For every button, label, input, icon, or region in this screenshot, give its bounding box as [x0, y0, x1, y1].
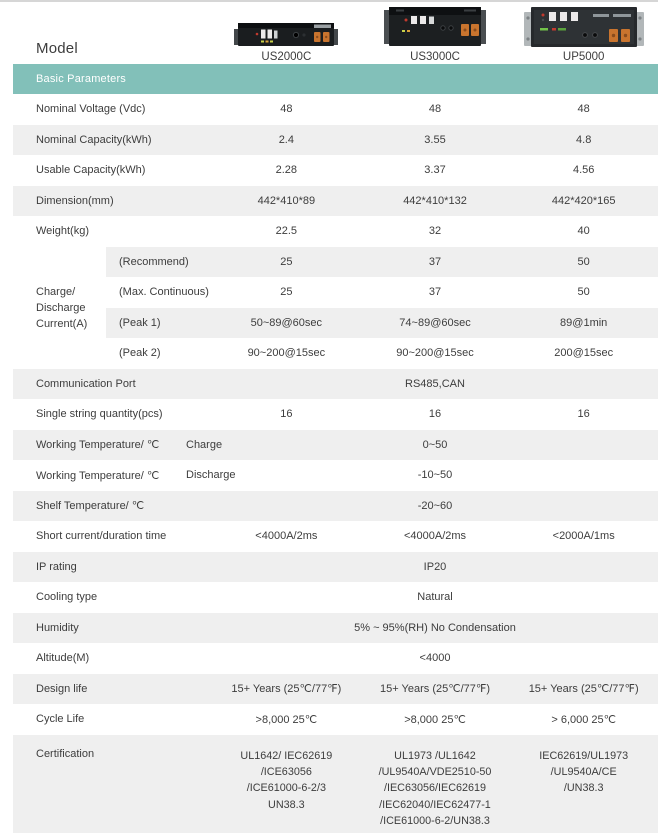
row-label: Cooling type [36, 591, 98, 604]
cell-value: > 6,000 25℃ [551, 713, 616, 726]
cell-value: 16 [280, 408, 293, 421]
cell-value-line: /UN38.3 [563, 782, 604, 795]
cell-value: 48 [428, 103, 442, 116]
cell-value: 50 [577, 255, 590, 268]
cell-value-span: 0~50 [422, 438, 448, 451]
cell-value: 89@1min [560, 316, 608, 329]
row-group-label-line: Charge/ [36, 285, 76, 298]
table-row [13, 186, 658, 217]
cell-value-line: /IEC62040/IEC62477-1 [379, 798, 491, 811]
cell-value-line: /UL9540A/VDE2510-50 [378, 765, 492, 778]
row-label: Certification [36, 747, 95, 760]
table-row [106, 308, 658, 339]
model-label: Model [36, 40, 78, 57]
model-row [13, 2, 658, 64]
table-row [13, 125, 658, 156]
cell-value: 50 [577, 286, 590, 299]
product-name-up5000: UP5000 [562, 51, 605, 63]
cell-value-line: /ICE63056 [260, 765, 312, 778]
row-sublabel: Charge [186, 438, 223, 451]
cell-value: 22.5 [275, 225, 298, 238]
cell-value: 4.56 [572, 164, 595, 177]
product-column-us3000c [361, 6, 510, 64]
cell-value-line: IEC62619/UL1973 [539, 749, 629, 762]
table-row [13, 521, 658, 552]
row-label: Design life [36, 682, 88, 695]
product-image-us3000c [382, 6, 488, 50]
cell-value: >8,000 25℃ [404, 713, 466, 726]
cell-value [509, 748, 658, 797]
cell-value: <2000A/1ms [552, 530, 615, 543]
product-name-us2000c: US2000C [261, 51, 312, 63]
row-label: Working Temperature/ ℃ [36, 439, 160, 452]
row-label: IP rating [36, 560, 77, 573]
row-label: Short current/duration time [36, 530, 167, 543]
cell-value: 200@15sec [554, 347, 614, 360]
row-label: Weight(kg) [36, 225, 89, 238]
cell-value: 2.28 [275, 164, 298, 177]
cell-value: 74~89@60sec [399, 316, 471, 329]
cell-value: 15+ Years (25℃/77℉) [231, 683, 342, 696]
cell-value: 16 [577, 408, 590, 421]
cell-value-span: Natural [417, 591, 453, 604]
table-row [13, 155, 658, 186]
table-row-group [13, 247, 658, 369]
spec-table-body [13, 94, 658, 833]
cell-value: 48 [577, 103, 590, 116]
cell-value-line: /ICE61000-6-2/3 [246, 782, 326, 795]
row-sublabel: (Max. Continuous) [119, 286, 209, 299]
cell-value: <4000A/2ms [403, 530, 467, 543]
cell-value: 37 [428, 255, 442, 268]
cell-value: 25 [280, 286, 293, 299]
row-label: Altitude(M) [36, 652, 90, 665]
cell-value: 90~200@15sec [247, 347, 326, 360]
cell-value: 32 [428, 225, 442, 238]
cell-value [361, 748, 510, 830]
table-row [13, 94, 658, 125]
spec-table [13, 2, 658, 833]
product-image-us2000c [230, 20, 342, 50]
cell-value: 25 [280, 255, 293, 268]
table-row [13, 735, 658, 834]
row-label: Humidity [36, 621, 79, 634]
row-group-label-line: Discharge [36, 301, 86, 314]
row-label: Nominal Capacity(kWh) [36, 133, 152, 146]
table-row [106, 277, 658, 308]
cell-value: 90~200@15sec [396, 347, 474, 360]
cell-value: 48 [280, 103, 293, 116]
table-row [13, 369, 658, 400]
product-name-us3000c: US3000C [410, 51, 460, 63]
cell-value-line: UL1642/ IEC62619 [240, 749, 333, 762]
row-label: Cycle Life [36, 713, 85, 726]
cell-value: 16 [428, 408, 442, 421]
cell-value: >8,000 25℃ [255, 713, 318, 726]
table-row [13, 613, 658, 644]
cell-value: 37 [428, 286, 442, 299]
cell-value: 3.55 [424, 133, 446, 146]
table-row [13, 674, 658, 705]
cell-value-span: -10~50 [417, 469, 453, 482]
product-image-up5000 [521, 6, 647, 50]
cell-value-span: IP20 [423, 560, 447, 573]
section-header-basic-parameters [13, 64, 658, 94]
table-row [13, 582, 658, 613]
table-row [13, 460, 658, 491]
cell-value: <4000A/2ms [255, 530, 318, 543]
row-sublabel: Discharge [186, 469, 236, 482]
cell-value: 15+ Years (25℃/77℉) [380, 683, 490, 696]
cell-value: 15+ Years (25℃/77℉) [528, 683, 639, 696]
cell-value: 442*410*89 [257, 194, 316, 207]
cell-value: 2.4 [278, 133, 294, 146]
row-group-label [13, 247, 106, 369]
cell-value-span: 5% ~ 95%(RH) No Condensation [354, 621, 516, 634]
cell-value-line: UL1973 /UL1642 [394, 749, 476, 762]
row-label: Shelf Temperature/ ℃ [36, 500, 145, 513]
table-row [13, 643, 658, 674]
cell-value-line: UN38.3 [268, 798, 305, 811]
table-row [106, 247, 658, 278]
cell-value-line: /IEC63056/IEC62619 [383, 782, 487, 795]
row-label: Dimension(mm) [36, 194, 114, 207]
table-row [13, 491, 658, 522]
cell-value: 442*410*132 [403, 194, 467, 207]
cell-value-line: /ICE61000-6-2/UN38.3 [380, 815, 490, 828]
cell-value-span: <4000 [419, 652, 451, 665]
table-row [13, 216, 658, 247]
product-column-up5000 [509, 6, 658, 64]
table-row [13, 430, 658, 461]
section-title: Basic Parameters [36, 73, 127, 85]
cell-value: 442*420*165 [551, 194, 616, 207]
row-group-label-line: Current(A) [36, 317, 88, 330]
row-sublabel: (Peak 1) [119, 316, 161, 329]
row-label: Working Temperature/ ℃ [36, 469, 160, 482]
table-row [13, 704, 658, 735]
cell-value [212, 748, 361, 814]
row-sublabel: (Recommend) [119, 255, 189, 268]
cell-value-line: /UL9540A/CE [550, 765, 617, 778]
subrow-container [106, 247, 658, 369]
row-label: Nominal Voltage (Vdc) [36, 103, 146, 116]
row-label: Usable Capacity(kWh) [36, 164, 146, 177]
row-label: Single string quantity(pcs) [36, 408, 163, 421]
table-row [106, 338, 658, 369]
cell-value-span: -20~60 [417, 499, 453, 512]
product-column-us2000c [212, 20, 361, 64]
cell-value: 40 [577, 225, 590, 238]
cell-value: 4.8 [576, 133, 592, 146]
cell-value: 50~89@60sec [250, 316, 323, 329]
row-sublabel: (Peak 2) [119, 347, 161, 360]
row-label: Communication Port [36, 377, 136, 390]
cell-value: 3.37 [424, 164, 446, 177]
table-row [13, 552, 658, 583]
cell-value-span: RS485,CAN [405, 377, 465, 390]
table-row [13, 399, 658, 430]
